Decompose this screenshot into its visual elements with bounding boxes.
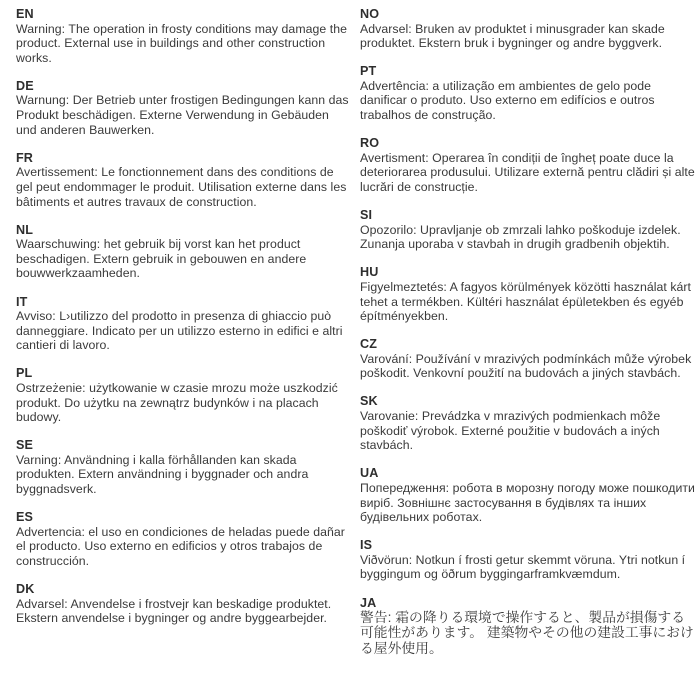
language-code-label: DE [16, 78, 34, 93]
warning-text: Warnung: Der Betrieb unter frostigen Bedingungen kann das Produkt beschädigen. Externe Verwendung in Gebäuden und anderen Bauwerken. [16, 93, 349, 137]
left-language-column [16, 7, 352, 700]
warning-section-si [360, 208, 696, 252]
warning-section-de [16, 79, 352, 137]
language-code-label: HU [360, 265, 379, 280]
language-code-label: SE [16, 438, 33, 453]
warning-section-pt [360, 64, 696, 122]
warning-section-hu [360, 265, 696, 323]
warning-section-en [16, 7, 352, 65]
warning-section-ro [360, 136, 696, 194]
language-code-label: IS [360, 538, 373, 553]
warning-section-it [16, 295, 352, 353]
warning-section-sk [360, 394, 696, 452]
warning-text: Varning: Användning i kalla förhållanden kan skada produkten. Extern användning i byggnader och andra byggnadsverk. [16, 452, 309, 497]
warning-text: Advarsel: Bruken av produktet i minusgrader kan skade produktet. Ekstern bruk i bygninger og andre byggverk. [360, 21, 665, 51]
warning-section-nl [16, 223, 352, 281]
language-code-label: PL [16, 366, 33, 381]
warning-text: Ostrzeżenie: użytkowanie w czasie mrozu może uszkodzić produkt. Do użytku na zewnątrz budynków i na placach budowy. [16, 380, 338, 425]
language-code-label: UA [360, 466, 379, 481]
warning-section-ua [360, 466, 696, 524]
warning-section-no [360, 7, 696, 51]
warning-text: Avertissement: Le fonctionnement dans des conditions de gel peut endommager le produit. Utilisation externe dans les bâtiments et autres travaux de construction. [16, 165, 347, 209]
warning-text: Advertencia: el uso en condiciones de heladas puede dañar el producto. Uso externo en edificios y otros trabajos de construcción. [16, 524, 345, 568]
language-code-label: ES [16, 510, 33, 525]
warning-text: Warning: The operation in frosty conditions may damage the product. External use in buildings and other construction works. [16, 21, 347, 65]
warning-text: Попередження: робота в морозну погоду може пошкодити виріб. Зовнішнє застосування в будівлях та інших будівельних роботах. [360, 480, 695, 525]
warning-text: Advertência: a utilização em ambientes de gelo pode danificar o produto. Uso externo em edifícios e outros trabalhos de construção. [360, 78, 655, 123]
warning-section-dk [16, 582, 352, 626]
language-code-label: DK [16, 582, 35, 596]
language-code-label: SK [360, 394, 378, 409]
warning-section-se [16, 438, 352, 496]
warning-text: Opozorilo: Upravljanje ob zmrzali lahko poškoduje izdelek. Zunanja uporaba v stavbah in drugih gradbenih objektih. [360, 222, 681, 252]
warning-text: Figyelmeztetés: A fagyos körülmények közötti használat kárt tehet a termékben. Kültéri használat épületekben és egyéb építményekben. [360, 279, 692, 324]
language-code-label: NO [360, 7, 380, 21]
language-code-label: SI [360, 208, 373, 223]
warning-text: Varovanie: Prevádzka v mrazivých podmienkach môže poškodiť výrobok. Externé použitie v budovách a iných stavbách. [360, 409, 661, 453]
warning-section-is [360, 538, 696, 582]
warning-section-fr [16, 151, 352, 209]
language-code-label: NL [16, 222, 33, 237]
language-code-label: FR [16, 150, 33, 165]
language-code-label: IT [16, 294, 28, 309]
language-code-label: EN [16, 7, 34, 21]
warning-text: Varování: Používání v mrazivých podmínkách může výrobek poškodit. Venkovní použití na budovách a jiných stavbách. [360, 351, 692, 381]
warning-section-cz [360, 337, 696, 381]
warning-text: Waarschuwing: het gebruik bij vorst kan het product beschadigen. Extern gebruik in gebouwen en andere bouwwerkzaamheden. [16, 237, 307, 281]
warning-text: Avertisment: Operarea în condiții de îngheț poate duce la deteriorarea produsului. Utilizare externă pentru clădiri și alte lucrări de construcție. [360, 150, 695, 194]
warning-text: Avviso: L›utilizzo del prodotto in presenza di ghiaccio può danneggiare. Indicato per un utilizzo esterno in edifici e altri cantieri di lavoro. [16, 309, 343, 353]
warning-text: Viðvörun: Notkun í frosti getur skemmt vöruna. Ytri notkun í byggingum og öðrum byggingarframkvæmdum. [360, 552, 686, 582]
warning-text: Advarsel: Anvendelse i frostvejr kan beskadige produktet. Ekstern anvendelse i bygninger og andre byggearbejder. [16, 596, 332, 626]
language-code-label: CZ [360, 337, 377, 352]
language-code-label: RO [360, 136, 380, 151]
warning-section-ja [360, 596, 696, 656]
right-language-column [360, 7, 696, 700]
language-code-label: PT [360, 64, 377, 79]
warning-text: 警告: 霜の降りる環境で操作すると、製品が損傷する可能性があります。 建築物やその他の建設工事における屋外使用。 [360, 610, 694, 656]
warning-section-es [16, 510, 352, 568]
warning-section-pl [16, 366, 352, 424]
language-code-label: JA [360, 595, 377, 610]
